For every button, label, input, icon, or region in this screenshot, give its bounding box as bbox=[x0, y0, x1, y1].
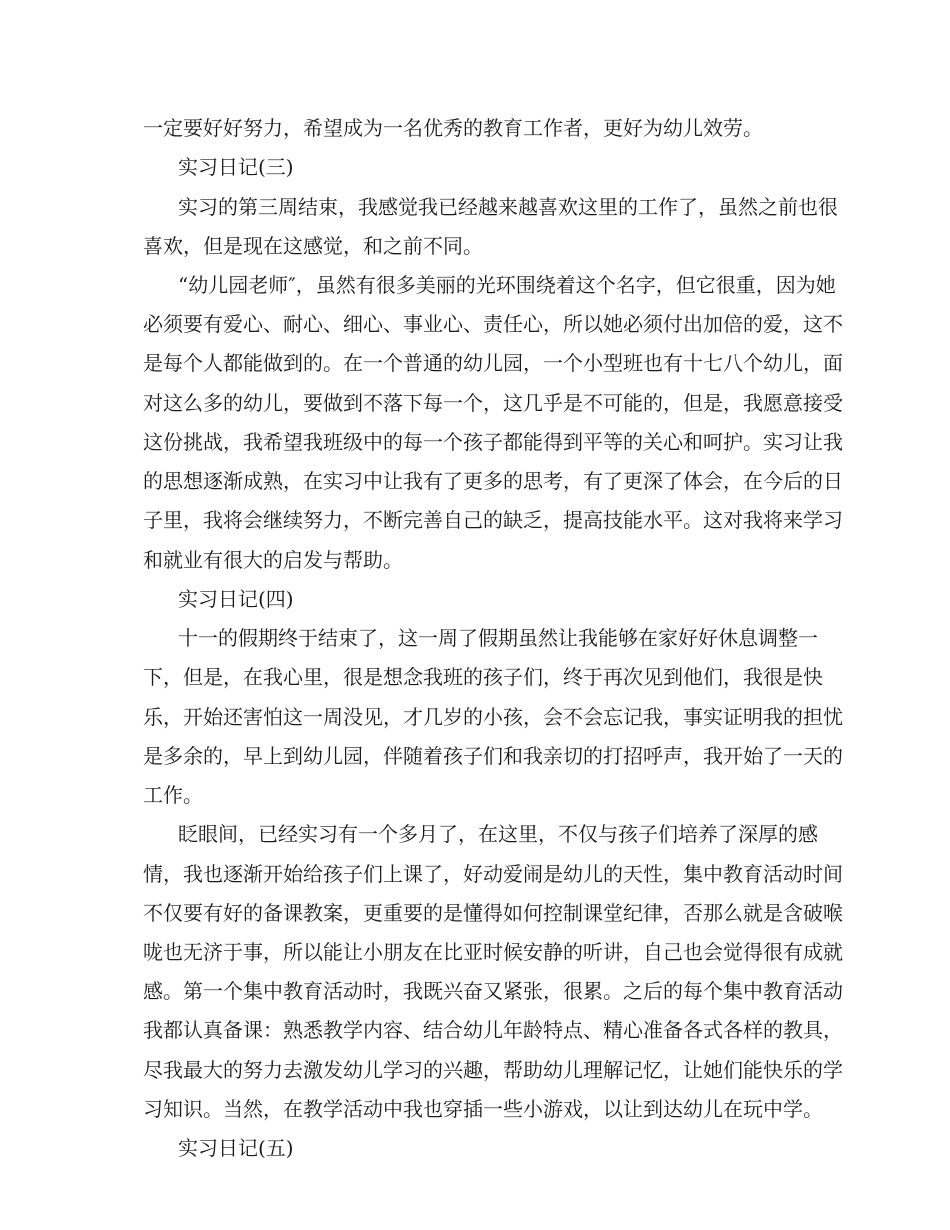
section-heading-diary-5: 实习日记(五) bbox=[178, 1136, 294, 1160]
text-line: 下，但是，在我心里，很是想念我班的孩子们，终于再次见到他们，我很是快 bbox=[143, 665, 823, 689]
text-line: 一定要好好努力，希望成为一名优秀的教育工作者，更好为幼儿效劳。 bbox=[143, 116, 763, 140]
text-line: 工作。 bbox=[143, 783, 203, 807]
section-heading-diary-3: 实习日记(三) bbox=[178, 155, 294, 179]
text-line: 十一的假期终于结束了，这一周了假期虽然让我能够在家好好休息调整一 bbox=[178, 626, 818, 650]
text-line: 是多余的，早上到幼儿园，伴随着孩子们和我亲切的打招呼声，我开始了一天的 bbox=[143, 744, 843, 768]
text-line: 是每个人都能做到的。在一个普通的幼儿园，一个小型班也有十七八个幼儿，面 bbox=[143, 351, 843, 375]
text-line: 的思想逐渐成熟，在实习中让我有了更多的思考，有了更深了体会，在今后的日 bbox=[143, 469, 843, 493]
text-line: 习知识。当然，在教学活动中我也穿插一些小游戏，以让到达幼儿在玩中学。 bbox=[143, 1097, 823, 1121]
text-line: 咙也无济于事，所以能让小朋友在比亚时候安静的听讲，自己也会觉得很有成就 bbox=[143, 940, 843, 964]
text-line: 情，我也逐渐开始给孩子们上课了，好动爱闹是幼儿的天性，集中教育活动时间 bbox=[143, 862, 843, 886]
text-line: 乐，开始还害怕这一周没见，才几岁的小孩，会不会忘记我，事实证明我的担忧 bbox=[143, 705, 843, 729]
text-line: 这份挑战，我希望我班级中的每一个孩子都能得到平等的关心和呵护。实习让我 bbox=[143, 430, 843, 454]
text-line: “幼儿园老师″，虽然有很多美丽的光环围绕着这个名字，但它很重，因为她 bbox=[178, 273, 836, 297]
text-line: 和就业有很大的启发与帮助。 bbox=[143, 548, 403, 572]
text-line: 眨眼间，已经实习有一个多月了，在这里，不仅与孩子们培养了深厚的感 bbox=[178, 822, 818, 846]
text-line: 必须要有爱心、耐心、细心、事业心、责任心，所以她必须付出加倍的爱，这不 bbox=[143, 312, 843, 336]
text-line: 对这么多的幼儿，要做到不落下每一个，这几乎是不可能的，但是，我愿意接受 bbox=[143, 391, 843, 415]
text-line: 子里，我将会继续努力，不断完善自己的缺乏，提高技能水平。这对我将来学习 bbox=[143, 508, 843, 532]
text-line: 实习的第三周结束，我感觉我已经越来越喜欢这里的工作了，虽然之前也很 bbox=[178, 195, 838, 219]
text-line: 感。第一个集中教育活动时，我既兴奋又紧张，很累。之后的每个集中教育活动 bbox=[143, 979, 843, 1003]
text-line: 尽我最大的努力去激发幼儿学习的兴趣，帮助幼儿理解记忆，让她们能快乐的学 bbox=[143, 1058, 843, 1082]
text-line: 喜欢，但是现在这感觉，和之前不同。 bbox=[143, 234, 483, 258]
text-line: 我都认真备课：熟悉教学内容、结合幼儿年龄特点、精心准备各式各样的教具， bbox=[143, 1018, 843, 1042]
section-heading-diary-4: 实习日记(四) bbox=[178, 587, 294, 611]
text-line: 不仅要有好的备课教案，更重要的是懂得如何控制课堂纪律，否那么就是含破喉 bbox=[143, 901, 843, 925]
